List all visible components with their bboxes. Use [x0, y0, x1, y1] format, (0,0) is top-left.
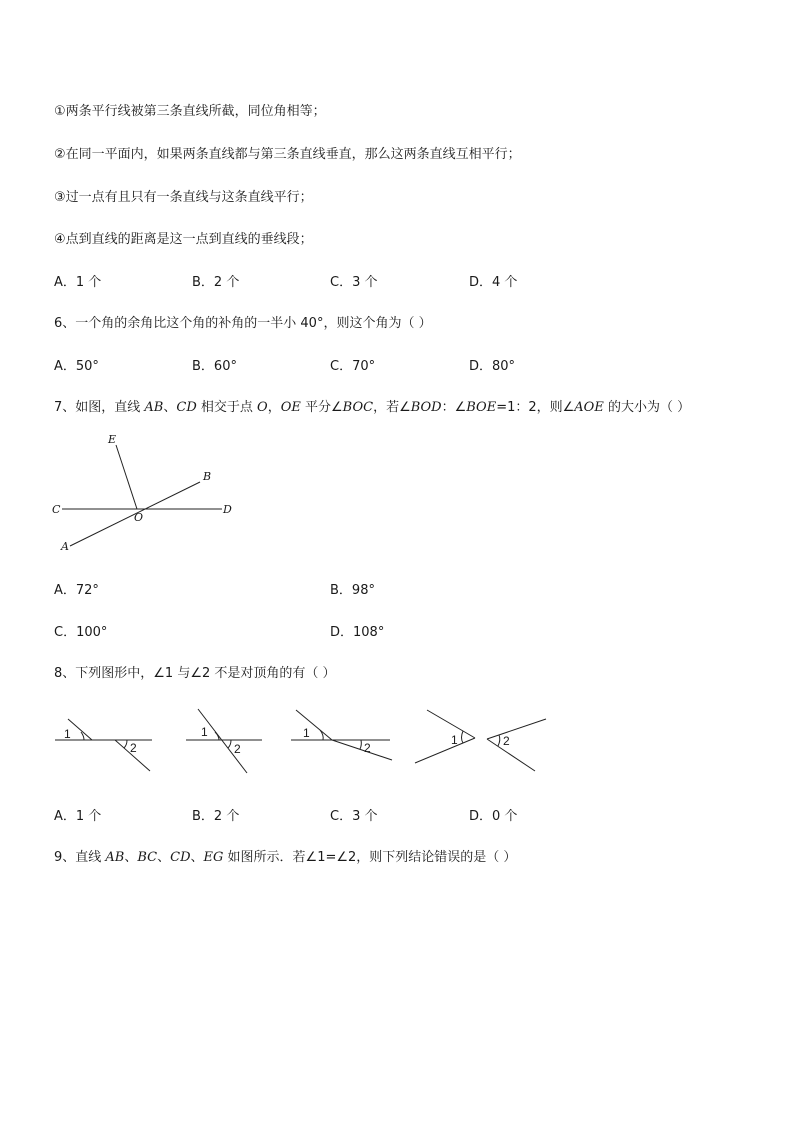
q7-text: 平分∠ [300, 400, 343, 415]
q7-var: OE [280, 400, 301, 415]
q7-option-b: B．98° [330, 583, 375, 598]
q9-var: EG [203, 850, 224, 865]
fig5-angle-arc-2 [498, 735, 500, 746]
q7-text: 7、如图，直线 [54, 400, 145, 415]
fig1-angle-1-label: 1 [64, 727, 71, 741]
fig1-angle-arc-2 [124, 740, 127, 748]
q7-var: BOD [410, 400, 442, 415]
q5-option-d: D．4 个 [469, 275, 518, 290]
q7-option-d: D．108° [330, 625, 385, 640]
q7-figure [50, 430, 250, 560]
q9-text: 、 [190, 850, 204, 865]
fig5-angle-2-label: 2 [503, 734, 510, 748]
q8-figure-2 [186, 709, 262, 773]
fig2-angle-2-label: 2 [234, 742, 241, 756]
q8-figure-5 [487, 719, 546, 771]
q7-question [54, 396, 690, 415]
statement-3: ③过一点有且只有一条直线与这条直线平行； [54, 190, 313, 205]
q9-text: 、 [157, 850, 171, 865]
q9-text: 如图所示．若∠1=∠2，则下列结论错误的是（ ） [223, 850, 517, 865]
q7-var: BOE [466, 400, 497, 415]
label-o: O [134, 511, 144, 524]
label-d: D [223, 503, 232, 516]
fig5-lower-ray [487, 739, 535, 771]
fig4-lower-ray [415, 738, 475, 763]
fig2-transversal [198, 709, 247, 773]
q9-var: BC [137, 850, 158, 865]
fig3-angle-arc-1 [320, 730, 323, 740]
q7-var: O [257, 400, 268, 415]
q6-question: 6、一个角的余角比这个角的补角的一半小 40°，则这个角为（ ） [54, 316, 432, 331]
q8-option-a: A．1 个 [54, 809, 102, 824]
fig4-angle-arc-1 [462, 731, 464, 743]
q6-option-c: C．70° [330, 359, 376, 374]
fig2-angle-arc-2 [228, 740, 231, 748]
statement-1: ①两条平行线被第三条直线所截，同位角相等； [54, 104, 326, 119]
q7-var: CD [176, 400, 197, 415]
q8-option-c: C．3 个 [330, 809, 378, 824]
q9-question [54, 846, 516, 865]
q7-text: 的大小为（ ） [603, 400, 691, 415]
q8-figure-1 [55, 719, 152, 771]
q6-option-b: B．60° [192, 359, 237, 374]
statement-4: ④点到直线的距离是这一点到直线的垂线段； [54, 232, 313, 247]
q7-text: ：∠ [441, 400, 467, 415]
ray-oe [116, 445, 137, 509]
q6-option-a: A．50° [54, 359, 99, 374]
q7-option-c: C．100° [54, 625, 108, 640]
fig3-angle-1-label: 1 [303, 726, 310, 740]
q9-var: AB [105, 850, 125, 865]
statement-2: ②在同一平面内，如果两条直线都与第三条直线垂直，那么这两条直线互相平行； [54, 147, 521, 162]
q8-figures [50, 700, 560, 780]
q8-figure-4 [415, 710, 475, 763]
label-a: A [61, 540, 69, 553]
q9-var: CD [170, 850, 191, 865]
label-b: B [203, 470, 212, 483]
fig3-angle-2-label: 2 [364, 741, 371, 755]
q5-option-a: A．1 个 [54, 275, 102, 290]
fig3-transversal [296, 710, 332, 740]
fig2-angle-1-label: 1 [201, 725, 208, 739]
label-e: E [108, 433, 117, 446]
q7-text: ， [267, 400, 281, 415]
q9-text: 9、直线 [54, 850, 106, 865]
q8-option-d: D．0 个 [469, 809, 518, 824]
q7-var: AB [144, 400, 164, 415]
q5-option-b: B．2 个 [192, 275, 240, 290]
q7-var: BOC [342, 400, 374, 415]
q7-text: ，若∠ [373, 400, 411, 415]
fig1-short-transversal [68, 719, 92, 740]
q7-text: =1：2，则∠ [496, 400, 575, 415]
fig1-angle-2-label: 2 [130, 741, 137, 755]
fig3-second-line [332, 740, 392, 760]
q7-text: 、 [163, 400, 177, 415]
fig4-angle-1-label: 1 [451, 733, 458, 747]
q9-text: 、 [124, 850, 138, 865]
q6-option-d: D．80° [469, 359, 516, 374]
label-c: C [52, 503, 61, 516]
q8-question: 8、下列图形中，∠1 与∠2 不是对顶角的有（ ） [54, 666, 336, 681]
q7-option-a: A．72° [54, 583, 99, 598]
fig3-angle-arc-2 [360, 740, 361, 749]
fig5-upper-ray [487, 719, 546, 739]
q8-option-b: B．2 个 [192, 809, 240, 824]
q8-figure-3 [291, 710, 392, 760]
q5-option-c: C．3 个 [330, 275, 378, 290]
q7-var: AOE [574, 400, 604, 415]
q7-text: 相交于点 [196, 400, 258, 415]
